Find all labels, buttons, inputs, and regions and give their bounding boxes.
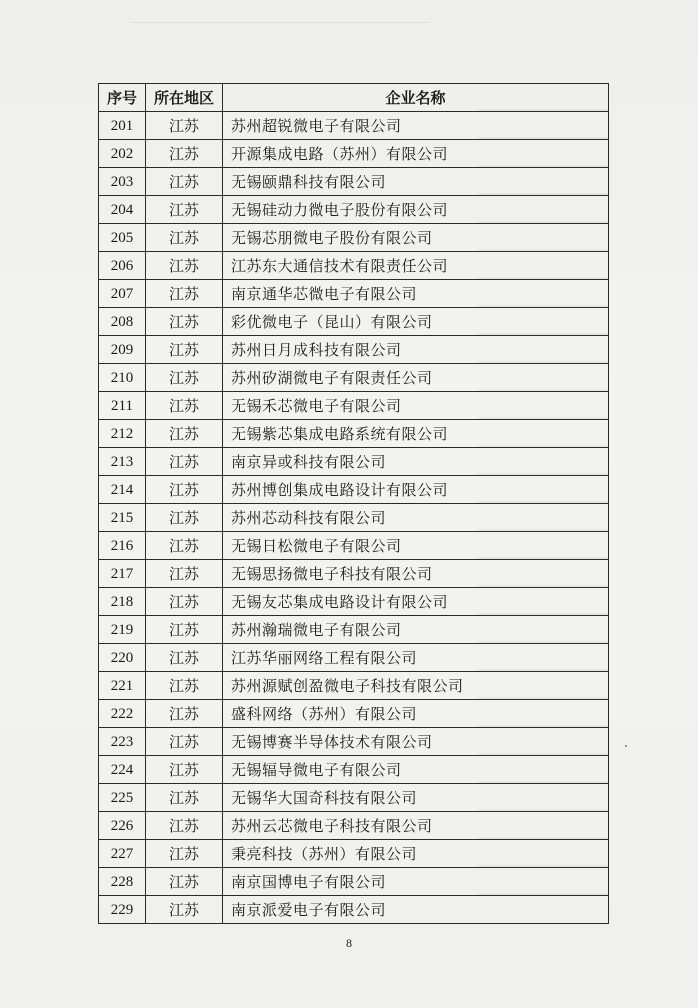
table-row [99, 336, 609, 364]
company-name-cell: 开源集成电路（苏州）有限公司 [223, 140, 609, 168]
company-name-cell: 苏州矽湖微电子有限责任公司 [223, 364, 609, 392]
scan-artifact-line [130, 22, 430, 23]
region-cell: 江苏 [146, 448, 223, 476]
table-row [99, 672, 609, 700]
table-row [99, 560, 609, 588]
table-body [99, 112, 609, 924]
table-row [99, 728, 609, 756]
serial-number-cell: 229 [99, 896, 146, 924]
table-row [99, 644, 609, 672]
region-cell: 江苏 [146, 672, 223, 700]
table-row [99, 504, 609, 532]
serial-number-cell: 218 [99, 588, 146, 616]
table-row [99, 700, 609, 728]
scan-speck [625, 745, 627, 747]
serial-number-cell: 220 [99, 644, 146, 672]
company-name-cell: 秉亮科技（苏州）有限公司 [223, 840, 609, 868]
table-row [99, 840, 609, 868]
table-row [99, 784, 609, 812]
region-cell: 江苏 [146, 504, 223, 532]
region-cell: 江苏 [146, 336, 223, 364]
table-row [99, 588, 609, 616]
region-cell: 江苏 [146, 588, 223, 616]
company-name-cell: 无锡硅动力微电子股份有限公司 [223, 196, 609, 224]
region-cell: 江苏 [146, 616, 223, 644]
company-name-cell: 南京国博电子有限公司 [223, 868, 609, 896]
region-cell: 江苏 [146, 364, 223, 392]
company-name-cell: 无锡博赛半导体技术有限公司 [223, 728, 609, 756]
company-name-cell: 无锡禾芯微电子有限公司 [223, 392, 609, 420]
region-cell: 江苏 [146, 280, 223, 308]
table-row [99, 308, 609, 336]
serial-number-cell: 207 [99, 280, 146, 308]
region-cell: 江苏 [146, 784, 223, 812]
table-row [99, 420, 609, 448]
table-row [99, 364, 609, 392]
company-name-cell: 无锡芯朋微电子股份有限公司 [223, 224, 609, 252]
serial-number-cell: 204 [99, 196, 146, 224]
company-name-cell: 无锡友芯集成电路设计有限公司 [223, 588, 609, 616]
region-cell: 江苏 [146, 532, 223, 560]
company-name-cell: 无锡颐鼎科技有限公司 [223, 168, 609, 196]
table-row [99, 280, 609, 308]
company-name-cell: 无锡辐导微电子有限公司 [223, 756, 609, 784]
page-number: 8 [346, 936, 352, 950]
table-row [99, 756, 609, 784]
company-name-cell: 南京派爱电子有限公司 [223, 896, 609, 924]
header-company-name: 企业名称 [223, 84, 609, 112]
serial-number-cell: 212 [99, 420, 146, 448]
table-row [99, 896, 609, 924]
region-cell: 江苏 [146, 560, 223, 588]
serial-number-cell: 228 [99, 868, 146, 896]
serial-number-cell: 205 [99, 224, 146, 252]
table-row [99, 476, 609, 504]
serial-number-cell: 215 [99, 504, 146, 532]
company-name-cell: 苏州瀚瑞微电子有限公司 [223, 616, 609, 644]
table-row [99, 868, 609, 896]
company-name-cell: 盛科网络（苏州）有限公司 [223, 700, 609, 728]
serial-number-cell: 216 [99, 532, 146, 560]
company-name-cell: 苏州博创集成电路设计有限公司 [223, 476, 609, 504]
region-cell: 江苏 [146, 728, 223, 756]
serial-number-cell: 209 [99, 336, 146, 364]
region-cell: 江苏 [146, 252, 223, 280]
table-row [99, 392, 609, 420]
company-name-cell: 苏州源赋创盈微电子科技有限公司 [223, 672, 609, 700]
header-serial-number: 序号 [99, 84, 146, 112]
region-cell: 江苏 [146, 840, 223, 868]
company-name-cell: 无锡思扬微电子科技有限公司 [223, 560, 609, 588]
table-row [99, 168, 609, 196]
table-row [99, 448, 609, 476]
company-name-cell: 江苏华丽网络工程有限公司 [223, 644, 609, 672]
company-name-cell: 南京通华芯微电子有限公司 [223, 280, 609, 308]
company-name-cell: 无锡日松微电子有限公司 [223, 532, 609, 560]
region-cell: 江苏 [146, 868, 223, 896]
serial-number-cell: 222 [99, 700, 146, 728]
serial-number-cell: 224 [99, 756, 146, 784]
table-row [99, 224, 609, 252]
serial-number-cell: 201 [99, 112, 146, 140]
company-table [98, 83, 609, 924]
region-cell: 江苏 [146, 700, 223, 728]
region-cell: 江苏 [146, 140, 223, 168]
company-name-cell: 苏州云芯微电子科技有限公司 [223, 812, 609, 840]
serial-number-cell: 206 [99, 252, 146, 280]
company-name-cell: 无锡紫芯集成电路系统有限公司 [223, 420, 609, 448]
table-row [99, 252, 609, 280]
table-row [99, 112, 609, 140]
table-row [99, 812, 609, 840]
region-cell: 江苏 [146, 420, 223, 448]
table-row [99, 532, 609, 560]
serial-number-cell: 202 [99, 140, 146, 168]
region-cell: 江苏 [146, 196, 223, 224]
region-cell: 江苏 [146, 812, 223, 840]
region-cell: 江苏 [146, 308, 223, 336]
serial-number-cell: 227 [99, 840, 146, 868]
region-cell: 江苏 [146, 476, 223, 504]
region-cell: 江苏 [146, 224, 223, 252]
serial-number-cell: 226 [99, 812, 146, 840]
company-name-cell: 苏州超锐微电子有限公司 [223, 112, 609, 140]
serial-number-cell: 211 [99, 392, 146, 420]
serial-number-cell: 217 [99, 560, 146, 588]
region-cell: 江苏 [146, 644, 223, 672]
header-region: 所在地区 [146, 84, 223, 112]
company-name-cell: 苏州芯动科技有限公司 [223, 504, 609, 532]
region-cell: 江苏 [146, 896, 223, 924]
table-row [99, 196, 609, 224]
company-name-cell: 无锡华大国奇科技有限公司 [223, 784, 609, 812]
company-name-cell: 江苏东大通信技术有限责任公司 [223, 252, 609, 280]
serial-number-cell: 223 [99, 728, 146, 756]
serial-number-cell: 208 [99, 308, 146, 336]
serial-number-cell: 210 [99, 364, 146, 392]
region-cell: 江苏 [146, 112, 223, 140]
company-name-cell: 南京异或科技有限公司 [223, 448, 609, 476]
serial-number-cell: 219 [99, 616, 146, 644]
region-cell: 江苏 [146, 756, 223, 784]
region-cell: 江苏 [146, 168, 223, 196]
region-cell: 江苏 [146, 392, 223, 420]
serial-number-cell: 225 [99, 784, 146, 812]
company-name-cell: 彩优微电子（昆山）有限公司 [223, 308, 609, 336]
table-row [99, 616, 609, 644]
table-header-row [99, 84, 609, 112]
serial-number-cell: 203 [99, 168, 146, 196]
company-name-cell: 苏州日月成科技有限公司 [223, 336, 609, 364]
serial-number-cell: 213 [99, 448, 146, 476]
serial-number-cell: 214 [99, 476, 146, 504]
table-row [99, 140, 609, 168]
serial-number-cell: 221 [99, 672, 146, 700]
